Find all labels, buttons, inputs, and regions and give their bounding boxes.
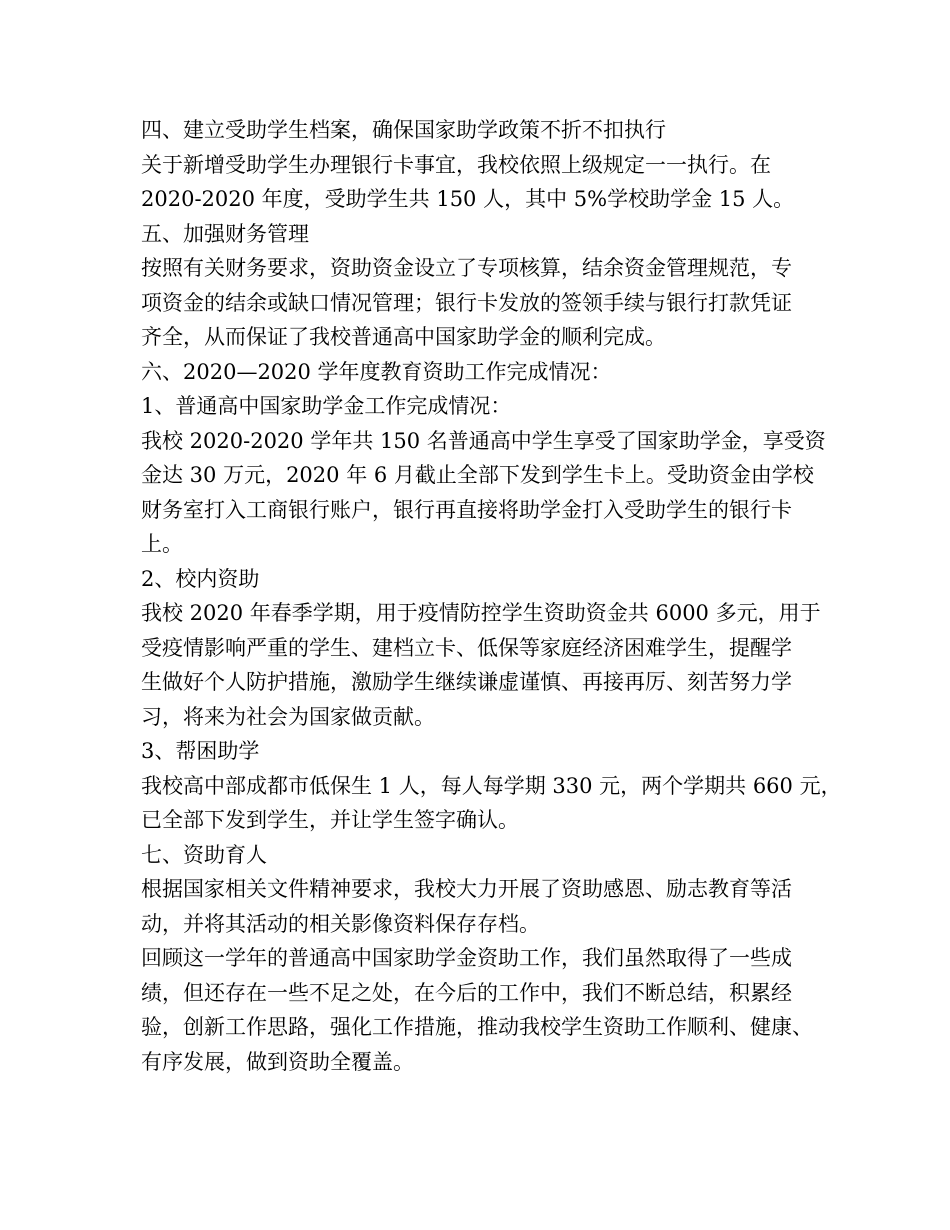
paragraph-line: 回顾这一学年的普通高中国家助学金资助工作，我们虽然取得了一些成 — [141, 946, 792, 970]
paragraph-line: 绩，但还存在一些不足之处，在今后的工作中，我们不断总结，积累经 — [141, 980, 792, 1005]
subsection-heading-poverty-aid: 3、帮困助学 — [141, 739, 260, 763]
paragraph-line: 有序发展，做到资助全覆盖。 — [141, 1049, 414, 1074]
paragraph-line: 按照有关财务要求，资助资金设立了专项核算，结余资金管理规范，专 — [141, 256, 792, 280]
paragraph-line: 根据国家相关文件精神要求，我校大力开展了资助感恩、励志教育等活 — [141, 877, 792, 901]
paragraph-line: 生做好个人防护措施，激励学生继续谦虚谨慎、再接再厉、刻苦努力学 — [141, 670, 792, 694]
section-heading-completion: 六、2020—2020 学年度教育资助工作完成情况： — [141, 359, 612, 384]
paragraph-line: 习，将来为社会为国家做贡献。 — [141, 704, 435, 729]
paragraph-line: 齐全，从而保证了我校普通高中国家助学金的顺利完成。 — [141, 325, 666, 349]
paragraph-line: 项资金的结余或缺口情况管理；银行卡发放的签领手续与银行打款凭证 — [141, 290, 792, 315]
paragraph-line: 2020-2020 年度，受助学生共 150 人，其中 5%学校助学金 15 人。 — [141, 187, 795, 211]
section-heading-education: 七、资助育人 — [141, 842, 267, 867]
paragraph-line: 已全部下发到学生，并让学生签字确认。 — [141, 808, 519, 832]
subsection-heading-grant: 1、普通高中国家助学金工作完成情况： — [141, 394, 512, 418]
paragraph-line: 动，并将其活动的相关影像资料保存存档。 — [141, 911, 540, 936]
paragraph-line: 上。 — [141, 532, 183, 556]
paragraph-line: 我校 2020-2020 学年共 150 名普通高中学生享受了国家助学金，享受资 — [141, 428, 826, 453]
paragraph-line: 我校 2020 年春季学期，用于疫情防控学生资助资金共 6000 多元，用于 — [141, 601, 821, 625]
paragraph-line: 我校高中部成都市低保生 1 人，每人每学期 330 元，两个学期共 660 元， — [141, 773, 842, 798]
document-body — [141, 113, 842, 1079]
section-heading-finance: 五、加强财务管理 — [141, 221, 309, 246]
paragraph-line: 关于新增受助学生办理银行卡事宜，我校依照上级规定一一执行。在 — [141, 152, 771, 177]
section-heading-archives: 四、建立受助学生档案，确保国家助学政策不折不扣执行 — [141, 118, 666, 142]
subsection-heading-campus-aid: 2、校内资助 — [141, 566, 260, 591]
paragraph-line: 财务室打入工商银行账户，银行再直接将助学金打入受助学生的银行卡 — [141, 497, 792, 522]
paragraph-line: 验，创新工作思路，强化工作措施，推动我校学生资助工作顺利、健康、 — [141, 1015, 813, 1039]
paragraph-line: 受疫情影响严重的学生、建档立卡、低保等家庭经济困难学生，提醒学 — [141, 635, 792, 660]
paragraph-line: 金达 30 万元，2020 年 6 月截止全部下发到学生卡上。受助资金由学校 — [141, 463, 814, 487]
